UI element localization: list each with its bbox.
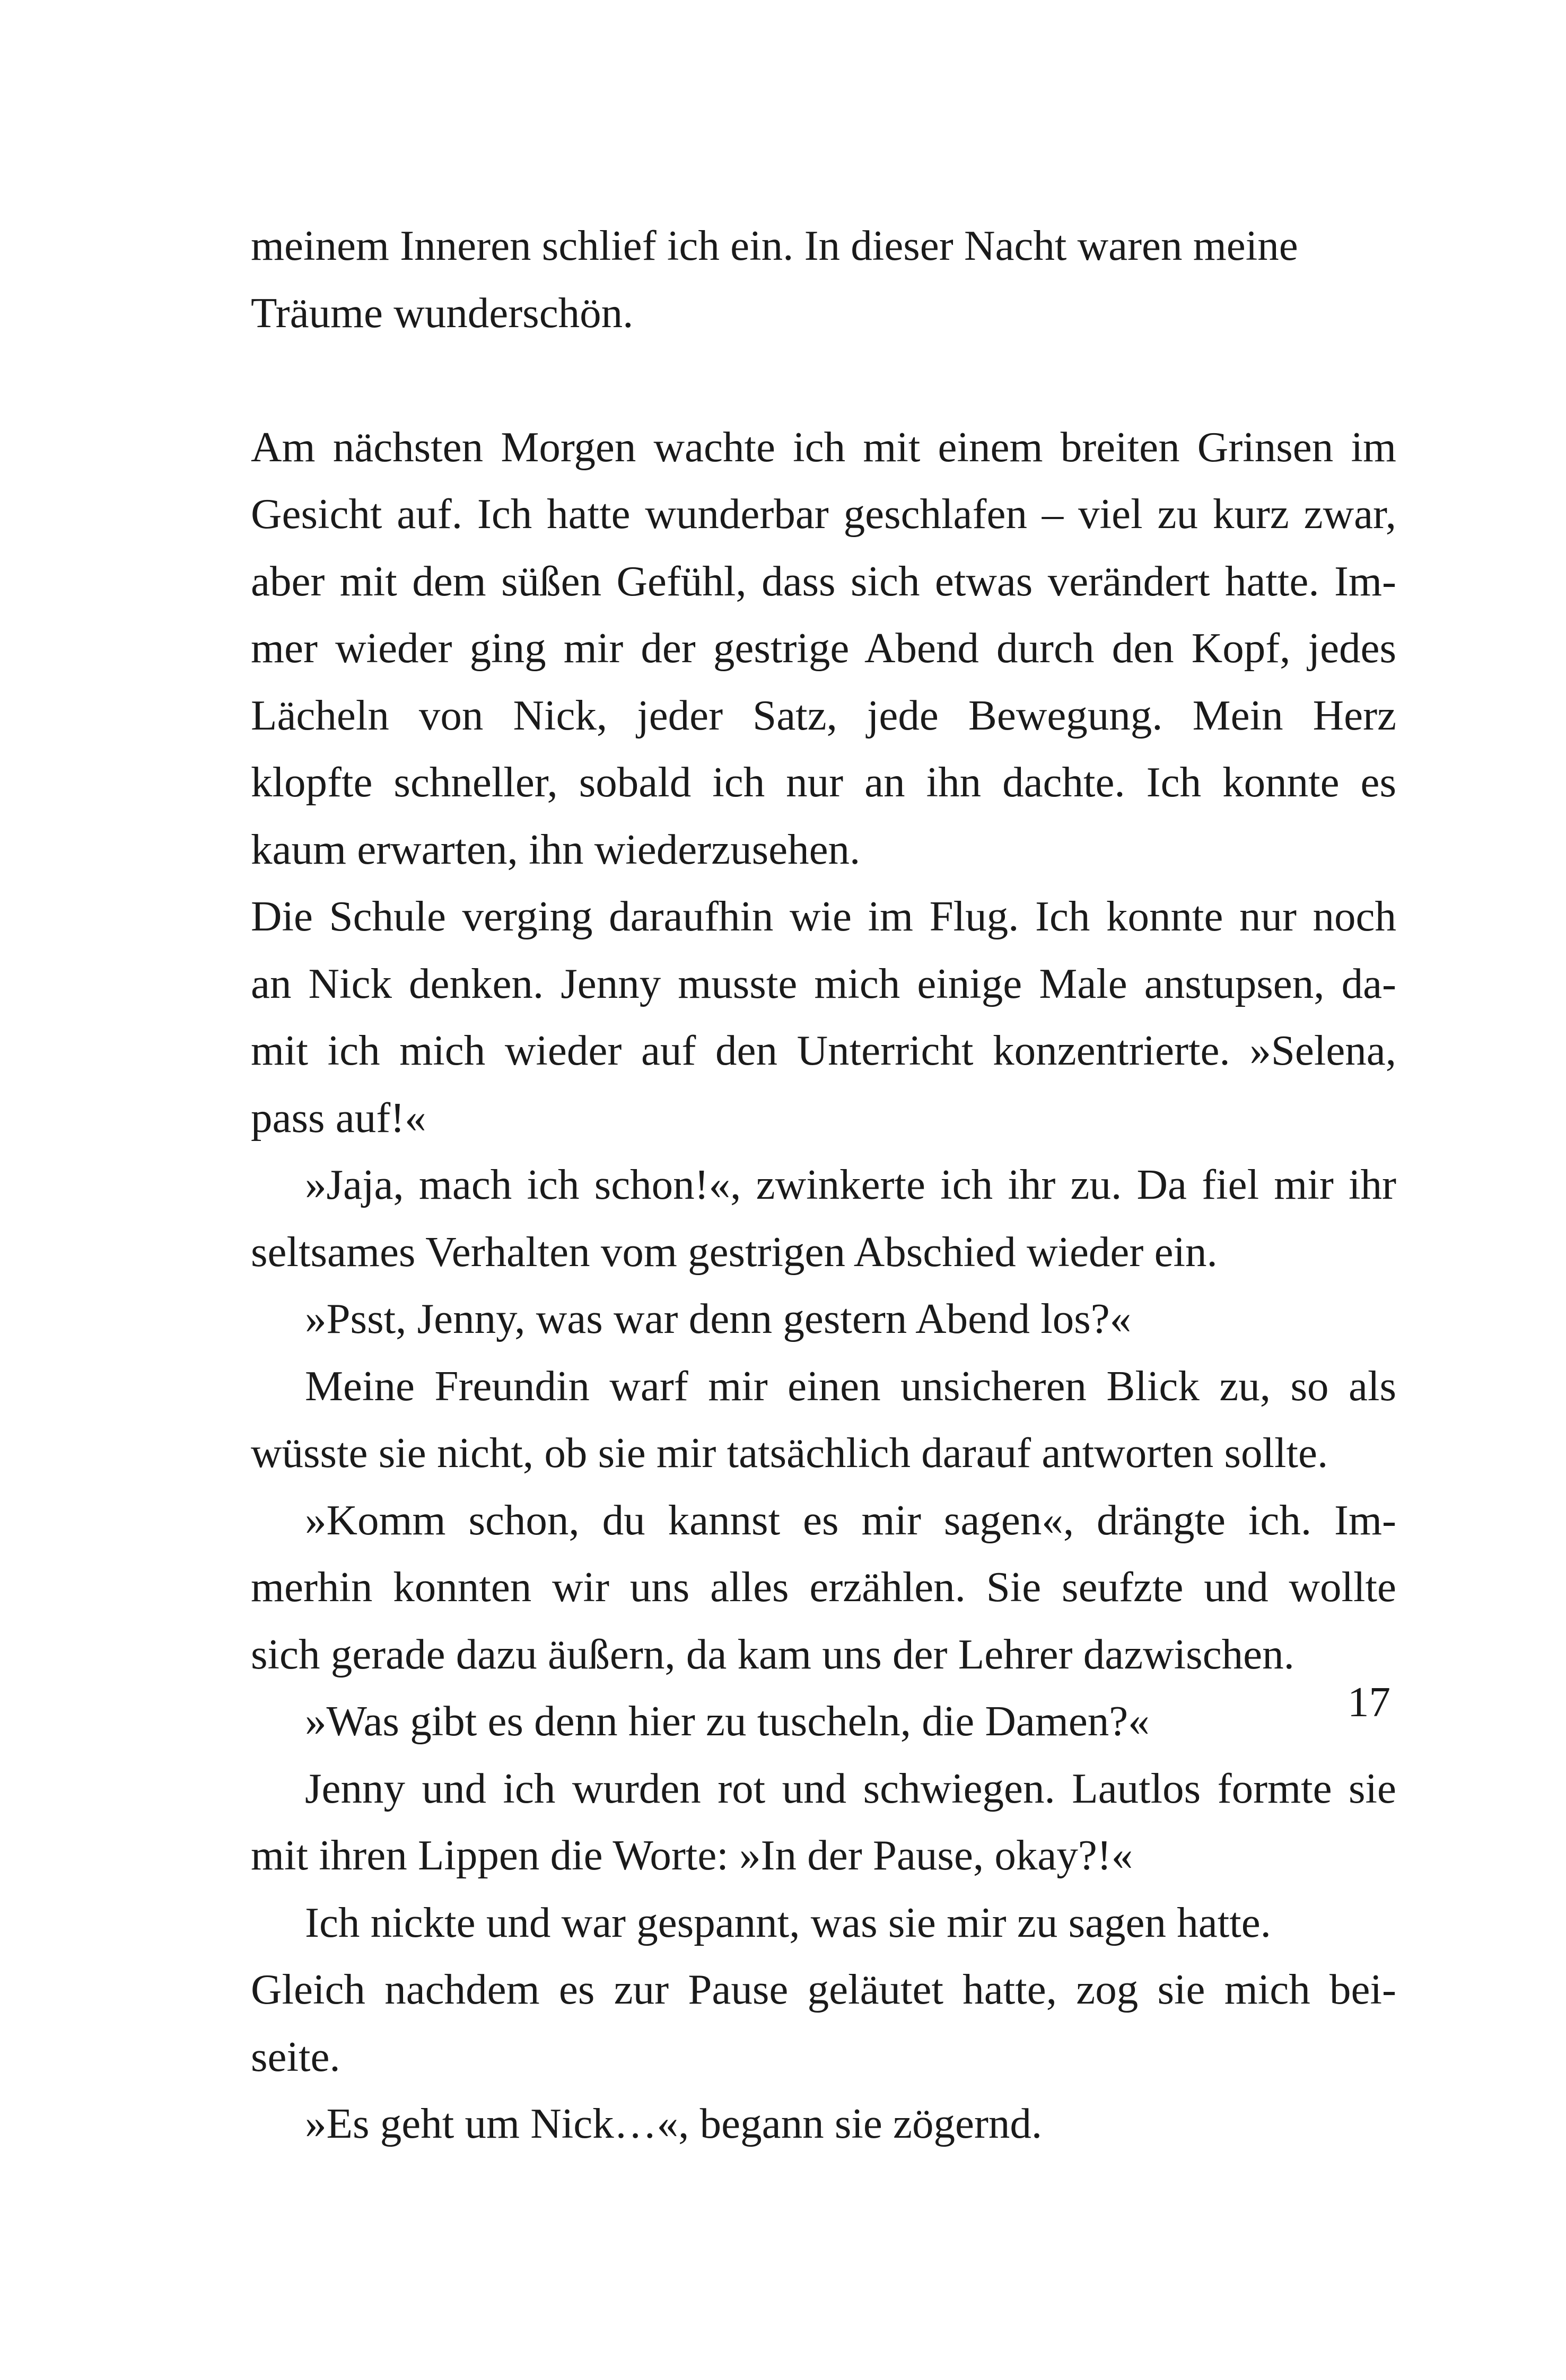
- text-line: seite.: [251, 2032, 340, 2080]
- text-line: »Was gibt es denn hier zu tuscheln, die Damen?«: [305, 1697, 1150, 1745]
- text-line: »Es geht um Nick…«, begann sie zögernd.: [305, 2100, 1043, 2147]
- text-line: Jenny und ich wurden rot und schwiegen. Lautlos formte sie: [305, 1764, 1396, 1812]
- text-line: »Komm schon, du kannst es mir sagen«, drängte ich. Im-: [305, 1496, 1396, 1544]
- text-line: mit ihren Lippen die Worte: »In der Pause, okay?!«: [251, 1831, 1133, 1879]
- text-line: Gleich nachdem es zur Pause geläutet hatte, zog sie mich bei-: [251, 1965, 1396, 2013]
- text-line: Träume wunderschön.: [251, 288, 634, 337]
- text-line: meinem Inneren schlief ich ein. In dieser Nacht waren meine: [251, 222, 1298, 269]
- text-line: klopfte schneller, sobald ich nur an ihn dachte. Ich konnte es: [251, 758, 1396, 806]
- text-line: Ich nickte und war gespannt, was sie mir zu sagen hatte.: [305, 1898, 1271, 1946]
- text-line: aber mit dem süßen Gefühl, dass sich etwas verändert hatte. Im-: [251, 557, 1396, 605]
- text-line: merhin konnten wir uns alles erzählen. Sie seufzte und wollte: [251, 1563, 1396, 1611]
- text-line: »Psst, Jenny, was war denn gestern Abend los?«: [305, 1295, 1132, 1342]
- text-line: Gesicht auf. Ich hatte wunderbar geschlafen – viel zu kurz zwar,: [251, 490, 1396, 538]
- text-line: Am nächsten Morgen wachte ich mit einem breiten Grinsen im: [251, 423, 1396, 471]
- text-line: wüsste sie nicht, ob sie mir tatsächlich darauf antworten sollte.: [251, 1429, 1328, 1477]
- text-line: »Jaja, mach ich schon!«, zwinkerte ich ihr zu. Da fiel mir ihr: [305, 1161, 1396, 1208]
- text-line: Lächeln von Nick, jeder Satz, jede Bewegung. Mein Herz: [251, 691, 1396, 739]
- text-line: kaum erwarten, ihn wiederzusehen.: [251, 825, 861, 873]
- body-text: [251, 212, 1396, 2157]
- text-line: seltsames Verhalten vom gestrigen Abschied wieder ein.: [251, 1227, 1218, 1276]
- text-line: mit ich mich wieder auf den Unterricht konzentrierte. »Selena,: [251, 1026, 1396, 1074]
- text-line: Meine Freundin warf mir einen unsicheren Blick zu, so als: [305, 1362, 1396, 1410]
- text-line: Die Schule verging daraufhin wie im Flug. Ich konnte nur noch: [251, 892, 1396, 940]
- paragraph-break: [251, 346, 1396, 414]
- text-line: sich gerade dazu äußern, da kam uns der Lehrer dazwischen.: [251, 1630, 1294, 1678]
- text-line: pass auf!«: [251, 1093, 426, 1141]
- text-line: mer wieder ging mir der gestrige Abend durch den Kopf, jedes: [251, 624, 1396, 672]
- text-line: an Nick denken. Jenny musste mich einige Male anstupsen, da-: [251, 959, 1396, 1007]
- page-number: 17: [1348, 1678, 1390, 1726]
